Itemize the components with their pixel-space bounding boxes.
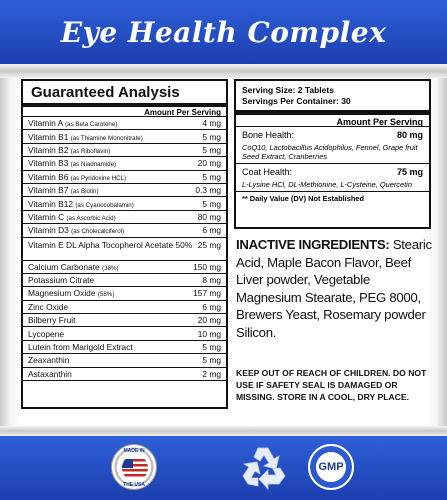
ga-row-name: Vitamin B12 (as Cyanocobalamin) <box>28 198 134 209</box>
serving-size: Serving Size: 2 Tablets <box>242 85 334 95</box>
ga-row <box>23 368 226 381</box>
ga-row <box>23 287 226 300</box>
ga-row-name: Bilberry Fruit <box>28 315 76 326</box>
ga-row-name: Astaxanthin <box>28 368 72 379</box>
ga-row <box>23 314 226 327</box>
ga-row-amount: 5 mg <box>202 198 221 209</box>
ga-row-amount: 8 mg <box>202 275 221 286</box>
ga-row-name: Vitamin B2 (as Riboflavin) <box>28 144 111 155</box>
ga-row-name: Vitamin D3 (as Cholecalciferol) <box>28 225 125 236</box>
ga-row-amount: 5 mg <box>202 355 221 366</box>
ga-row <box>23 341 226 354</box>
inactive-label: INACTIVE INGREDIENTS: <box>236 237 390 252</box>
ga-row-amount: 157 mg <box>193 288 221 299</box>
made-in-usa-badge <box>111 444 157 490</box>
ga-title: Guaranteed Analysis <box>31 84 180 101</box>
ga-row <box>23 301 226 314</box>
blend-ingredients: L-Lysine HCl, DL-Methionine, L-Cysteine, Quercetin <box>242 180 412 189</box>
ga-row-amount: 5 mg <box>202 342 221 353</box>
blend-amount: 80 mg <box>396 130 423 140</box>
ga-row-name: Zinc Oxide <box>28 301 69 312</box>
blend-ingredients: CoQ10, Lactobacillus Acidophilus, Fennel, Grape fruit Seed Extract, Cranberries <box>242 143 418 161</box>
ga-row <box>23 130 226 143</box>
header-banner <box>0 0 447 64</box>
ga-row-name: Lycopene <box>28 328 65 339</box>
ga-subheader: Amount Per Serving <box>23 103 226 117</box>
ga-row-name: Calcium Carbonate (38%) <box>28 261 119 272</box>
blend-amount: 75 mg <box>396 167 423 177</box>
ga-row <box>23 171 226 184</box>
ga-row-amount: 0.3 mg <box>195 185 221 196</box>
ga-row <box>23 184 226 197</box>
ga-row-amount: 5 mg <box>202 171 221 182</box>
ga-row-name: Vitamin B3 (as Niadnamide) <box>28 158 117 169</box>
ga-row-name: Vitamin B7 (as Biotin) <box>28 185 99 196</box>
blend-name: Bone Health: <box>242 130 295 140</box>
warning-text: KEEP OUT OF REACH OF CHILDREN. DO NOT USE IF SAFETY SEAL IS DAMAGED OR MISSING. STORE IN A COOL, DRY PLACE. <box>236 368 427 402</box>
ga-row <box>23 327 226 340</box>
usa-badge-top-text: MADE IN <box>123 448 145 454</box>
ga-row-name: Vitamin B6 (as Pyridoxine HCL) <box>28 171 127 182</box>
ga-row-amount: 25 mg <box>197 239 221 250</box>
ga-row-amount: 80 mg <box>197 211 221 222</box>
gmp-badge-text: GMP <box>318 461 344 473</box>
product-title: Eye Health Complex <box>60 16 387 49</box>
ga-row-amount: 5 mg <box>202 144 221 155</box>
ga-rows <box>23 117 226 381</box>
inactive-ingredients <box>236 236 432 341</box>
servings-per-container: Servings Per Container: 30 <box>242 96 351 106</box>
ga-row <box>23 261 226 274</box>
ga-row-amount: 20 mg <box>197 158 221 169</box>
ga-row <box>23 197 226 210</box>
ga-row-name: Lutein from Marigold Extract <box>28 342 133 353</box>
usa-badge-bottom-text: THE USA <box>123 482 145 488</box>
guaranteed-analysis-panel <box>21 79 228 409</box>
blend-bone-health <box>236 127 429 164</box>
ga-row-amount: 2 mg <box>202 368 221 379</box>
blend-coat-health <box>236 164 429 192</box>
ga-row <box>23 274 226 287</box>
ga-row-name: Vitamin C (as Ascorbic Acid) <box>28 211 116 222</box>
ga-row-name: Vitamin B1 (as Thiamine Mononitrate) <box>28 131 143 142</box>
ga-row-amount: 150 mg <box>193 261 221 272</box>
ga-row-amount: 4 mg <box>202 118 221 129</box>
ga-row <box>23 117 226 130</box>
ga-row <box>23 211 226 224</box>
ga-row <box>23 224 226 237</box>
ga-row-amount: 5 mg <box>202 131 221 142</box>
blend-name: Coat Health: <box>242 167 293 177</box>
ga-row-name: Potassium Citrate <box>28 275 95 286</box>
serving-info-panel <box>234 79 431 229</box>
ga-row <box>23 157 226 170</box>
ga-row <box>23 144 226 157</box>
inactive-text: Stearic Acid, Maple Bacon Flavor, Beef Liver powder, Vegetable Magnesium Stearate, PEG 8000, Brewers Yeast, Rosemary powder Silicon. <box>236 237 432 340</box>
ga-row-amount: 6 mg <box>202 225 221 236</box>
ga-row-name: Vitamin E DL Alpha Tocopherol Acetate 50% <box>28 239 193 250</box>
footer-banner <box>0 436 447 500</box>
ga-row-name: Magnesium Oxide (58%) <box>28 288 115 299</box>
ga-row-amount: 20 mg <box>197 315 221 326</box>
recycle-icon <box>238 442 290 492</box>
ga-row-name: Vitamin A (as Beta Carotene) <box>28 118 118 129</box>
ga-row <box>23 238 226 261</box>
ga-row-amount: 10 mg <box>197 328 221 339</box>
silver-divider-top <box>0 64 447 78</box>
silver-divider-bottom <box>0 426 447 436</box>
ga-row-name: Zeaxanthin <box>28 355 70 366</box>
serving-header: Amount Per Serving <box>236 110 429 127</box>
daily-value-footnote: ** Daily Value (DV) Not Established <box>242 194 364 203</box>
ga-row-amount: 6 mg <box>202 301 221 312</box>
ga-row <box>23 354 226 367</box>
gmp-badge <box>308 444 354 490</box>
